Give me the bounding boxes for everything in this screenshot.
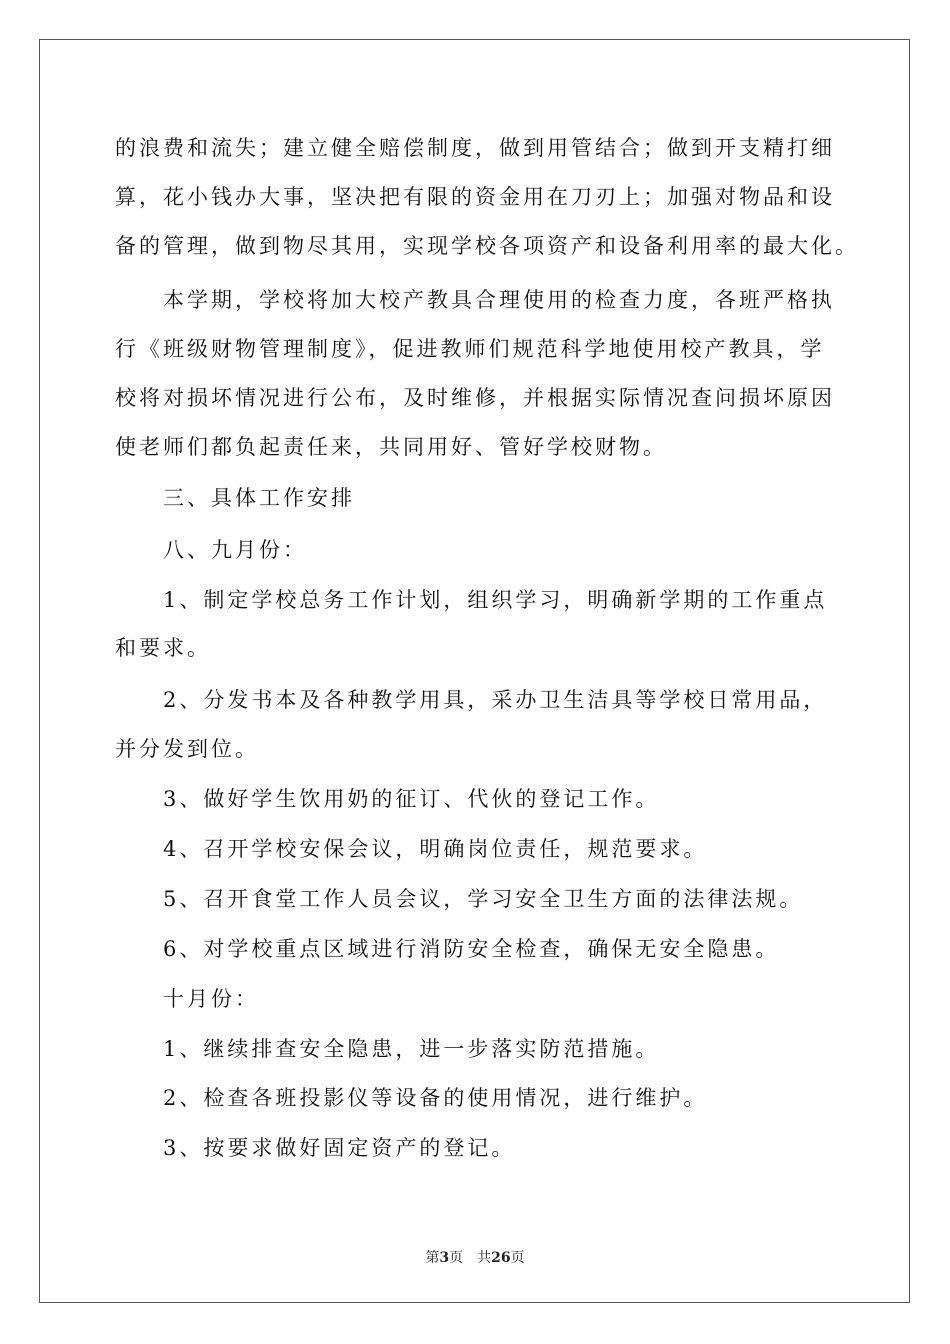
list-item: 2、分发书本及各种教学用具，采办卫生洁具等学校日常用品， bbox=[163, 688, 828, 712]
list-item: 1、继续排查安全隐患，进一步落实防范措施。 bbox=[163, 1037, 660, 1061]
month-heading: 八、九月份： bbox=[163, 538, 307, 562]
total-pages-number: 26 bbox=[491, 1250, 511, 1266]
page-prefix: 第 bbox=[425, 1250, 440, 1266]
paragraph-line: 备的管理，做到物尽其用，实现学校各项资产和设备利用率的最大化。 bbox=[115, 234, 859, 258]
paragraph-line: 使老师们都负起责任来，共同用好、管好学校财物。 bbox=[115, 435, 667, 459]
month-heading: 十月份： bbox=[163, 987, 259, 1011]
list-item: 4、召开学校安保会议，明确岗位责任，规范要求。 bbox=[163, 837, 708, 861]
page-mid: 页 共 bbox=[449, 1250, 492, 1266]
list-item: 1、制定学校总务工作计划，组织学习，明确新学期的工作重点 bbox=[163, 588, 828, 612]
paragraph-line: 行《班级财物管理制度》，促进教师们规范科学地使用校产教具，学 bbox=[115, 337, 825, 361]
list-item: 2、检查各班投影仪等设备的使用情况，进行维护。 bbox=[163, 1086, 708, 1110]
current-page-number: 3 bbox=[439, 1250, 450, 1266]
list-item: 3、按要求做好固定资产的登记。 bbox=[163, 1136, 516, 1160]
page-footer bbox=[0, 1247, 950, 1267]
list-item: 6、对学校重点区域进行消防安全检查，确保无安全隐患。 bbox=[163, 937, 780, 961]
paragraph-line: 本学期，学校将加大校产教具合理使用的检查力度，各班严格执 bbox=[163, 288, 835, 312]
list-item-continuation: 和要求。 bbox=[115, 636, 211, 660]
paragraph-line: 算，花小钱办大事，坚决把有限的资金用在刀刃上；加强对物品和设 bbox=[115, 185, 835, 209]
list-item-continuation: 并分发到位。 bbox=[115, 737, 259, 761]
paragraph-line: 校将对损坏情况进行公布，及时维修，并根据实际情况查问损坏原因 bbox=[115, 386, 835, 410]
list-item: 5、召开食堂工作人员会议，学习安全卫生方面的法律法规。 bbox=[163, 887, 804, 911]
list-item: 3、做好学生饮用奶的征订、代伙的登记工作。 bbox=[163, 787, 660, 811]
section-heading: 三、具体工作安排 bbox=[163, 486, 355, 510]
page-suffix: 页 bbox=[510, 1250, 525, 1266]
paragraph-line: 的浪费和流失；建立健全赔偿制度，做到用管结合；做到开支精打细 bbox=[115, 136, 835, 160]
